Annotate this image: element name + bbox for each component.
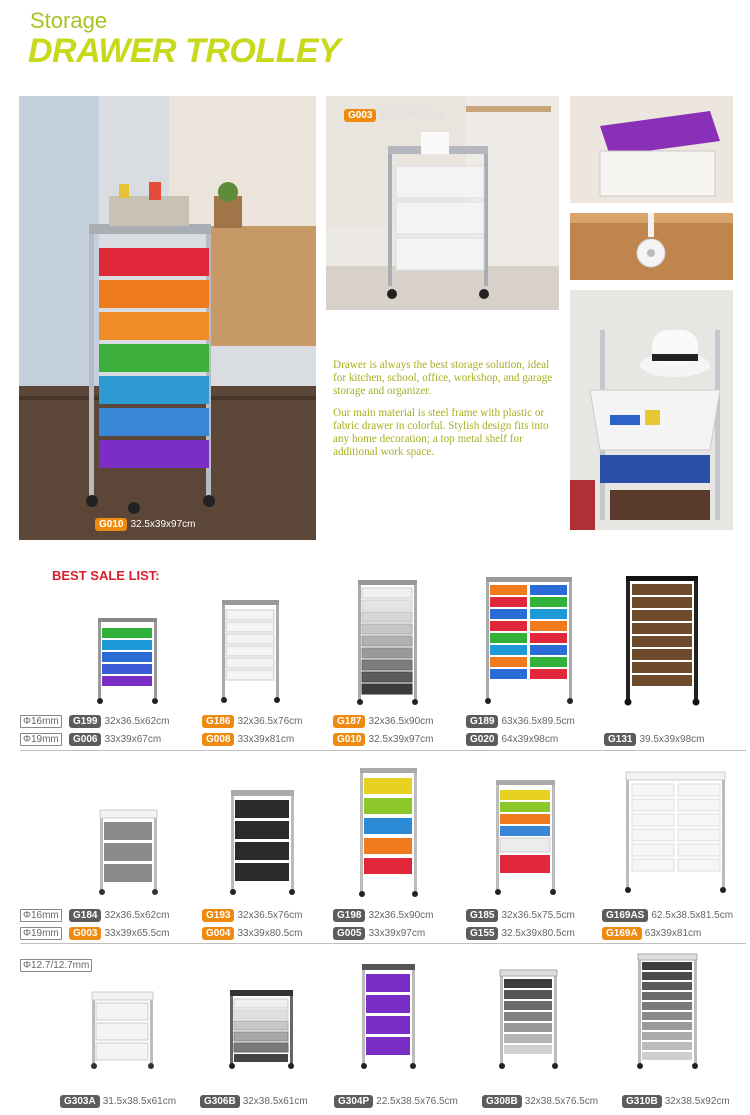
product-label: G005 33x39x97cm: [333, 923, 425, 941]
product-label: G198 32x36.5x90cm: [333, 905, 434, 923]
title-small: Storage: [30, 8, 108, 33]
product-code-badge: G003: [344, 109, 376, 122]
tube-label-16: Φ16mm: [20, 711, 62, 729]
product-image-g308b: [498, 966, 560, 1070]
product-label: G187 32x36.5x90cm: [333, 711, 434, 729]
product-image-g185: [494, 776, 558, 896]
product-code-badge: G010: [95, 518, 127, 531]
product-label: G008 33x39x81cm: [202, 729, 294, 747]
hero-main-caption: [95, 514, 196, 532]
product-label: G186 32x36.5x76cm: [202, 711, 303, 729]
product-label: G185 32x36.5x75.5cm: [466, 905, 575, 923]
best-sale-title: BEST SALE LIST:: [52, 568, 160, 583]
product-image-g310b: [636, 950, 700, 1070]
product-label: G184 32x36.5x62cm: [69, 905, 170, 923]
title-big: DRAWER TROLLEY: [28, 32, 341, 70]
tray-illustration: [570, 96, 733, 203]
product-image-g187: [356, 576, 420, 706]
product-label: G169AS 62.5x38.5x81.5cm: [602, 905, 733, 923]
product-image-g306b: [228, 986, 296, 1070]
hero-second-illustration: [326, 96, 559, 310]
divider-2: [20, 943, 746, 944]
detail-photo-wheel: [570, 213, 733, 280]
product-label: G193 32x36.5x76cm: [202, 905, 303, 923]
product-size: 33x39x65.5cm: [379, 110, 445, 121]
product-image-g304p: [360, 960, 418, 1070]
detail-photo-tray: [570, 96, 733, 203]
product-label: G155 32.5x39x80.5cm: [466, 923, 575, 941]
tube-label-19: Φ19mm: [20, 923, 62, 941]
product-label: G189 63x36.5x89.5cm: [466, 711, 575, 729]
product-image-g186: [220, 596, 282, 704]
product-label: G303A 31.5x38.5x61cm: [60, 1091, 176, 1109]
product-label: G308B 32x38.5x76.5cm: [482, 1091, 598, 1109]
product-image-g131: [624, 572, 700, 706]
hat-illustration: [570, 290, 733, 530]
product-label: G169A 63x39x81cm: [602, 923, 701, 941]
tube-label-16: Φ16mm: [20, 905, 62, 923]
tube-label-19: Φ19mm: [20, 729, 62, 747]
product-label: G004 33x39x80.5cm: [202, 923, 303, 941]
hero-main-illustration: [19, 96, 316, 540]
product-label: G199 32x36.5x62cm: [69, 711, 170, 729]
product-image-g169as: [624, 768, 728, 894]
product-label: G310B 32x38.5x92cm: [622, 1091, 730, 1109]
product-image-g193: [229, 786, 297, 896]
product-image-g199: [96, 614, 160, 704]
product-image-g184: [98, 806, 160, 896]
product-label: G131 39.5x39x98cm: [604, 729, 705, 747]
hero-second-caption: [344, 105, 445, 123]
wheel-illustration: [570, 213, 733, 280]
product-label: G304P 22.5x38.5x76.5cm: [334, 1091, 458, 1109]
product-label: G010 32.5x39x97cm: [333, 729, 434, 747]
description-paragraph-2: Our main material is steel frame with plastic or fabric drawer in colorful. Stylish design fits into any home decoration; a top metal shelf for additional work space.: [333, 407, 549, 458]
product-image-g303a: [90, 988, 156, 1070]
product-image-g198: [358, 764, 420, 898]
description-paragraph-1: Drawer is always the best storage solution, ideal for kitchen, school, office, workshop, and garage storage and organizer.: [333, 359, 553, 397]
description-block: [333, 359, 565, 469]
product-label: G306B 32x38.5x61cm: [200, 1091, 308, 1109]
product-image-g189: [484, 573, 574, 705]
hero-photo-main: [19, 96, 316, 540]
product-size: 32.5x39x97cm: [130, 519, 196, 530]
hero-photo-second: [326, 96, 559, 310]
product-label: G020 64x39x98cm: [466, 729, 558, 747]
detail-photo-hat: [570, 290, 733, 530]
tube-label-127: Φ12.7/12.7mm: [20, 955, 92, 973]
product-label: G003 33x39x65.5cm: [69, 923, 170, 941]
divider-1: [20, 750, 746, 751]
product-label: G006 33x39x67cm: [69, 729, 161, 747]
